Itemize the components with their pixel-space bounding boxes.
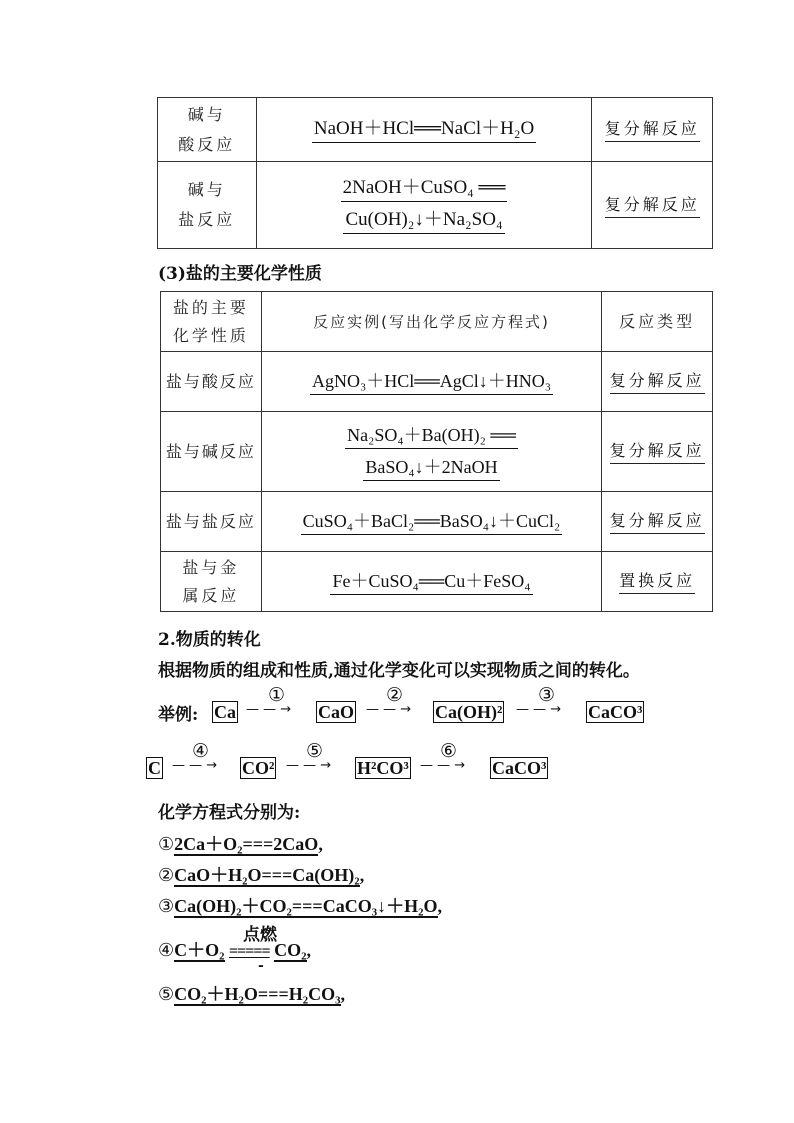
row-label [161,352,262,412]
section-heading: (3)盐的主要化学性质 [158,264,322,284]
reaction-type: 复分解反应 [610,439,705,464]
equation-cell [256,162,592,249]
equation-text: Ca(OH)₂＋CO₂===CaCO₃↓＋H₂O [174,896,438,916]
arrow-icon: — — → [286,758,332,773]
equation: CuSO₄＋BaCl₂══BaSO₄↓＋CuCl₂ [301,509,563,535]
chain-node: Ca(OH)² [435,702,503,722]
row-label-line: 酸反应 [178,134,236,154]
chain-node: CaCO³ [588,702,643,722]
equation-end: , [359,865,365,885]
table-row [161,552,713,612]
table-row [158,162,713,249]
equation-text: CaO＋H₂O===Ca(OH)₂ [174,865,360,885]
intro-text: 根据物质的组成和性质,通过化学变化可以实现物质之间的转化。 [158,661,640,681]
row-label [161,412,262,492]
step-number: ② [386,684,404,706]
equation-end: , [437,896,442,916]
equation-line [158,892,442,918]
table-row [158,98,713,162]
row-label-line: 盐与金 [182,557,240,577]
reaction-type: 复分解反应 [610,509,705,534]
equation-line-2: BaSO₄↓＋2NaOH [363,455,499,481]
header-line: 化学性质 [172,325,249,345]
equation-number: ④ [158,940,175,961]
chain-node: CaO [318,702,354,722]
chain-node: CO² [242,758,275,778]
header-cell [161,292,262,352]
step-number: ⑥ [440,740,458,762]
reaction-type: 复分解反应 [610,369,705,394]
equation-line [158,830,323,856]
equation-text: CO₂＋H₂O===H₂CO₃ [174,984,341,1004]
equation-end: , [340,984,345,1004]
row-label-text: 盐与碱反应 [165,441,256,461]
equation-right: CO₂ [274,940,307,960]
equation-line [158,936,311,962]
equation-line-2: Cu(OH)₂↓＋Na₂SO₄ [343,208,504,234]
row-label-line: 盐反应 [178,210,236,229]
equation-text: 2Ca＋O₂===2CaO [174,834,319,854]
row-label-text: 盐与酸反应 [165,371,256,391]
arrow-icon: — — → [516,702,562,717]
header-line: 盐的主要 [172,297,249,317]
equation: AgNO₃＋HCl══AgCl↓＋HNO₃ [310,369,553,395]
equation-cell [256,98,592,162]
equation-end: , [306,940,312,960]
step-number: ① [268,684,286,706]
equation-line [158,861,364,887]
dash-mark: - [258,958,264,974]
equation-cell [261,492,601,552]
chain-node: CaCO³ [492,758,547,778]
arrow-icon: — — → [420,758,466,773]
reaction-type: 置换反应 [619,569,695,594]
header-cell [261,292,601,352]
equation: Fe＋CuSO₄══Cu＋FeSO₄ [330,569,532,595]
row-label-text: 盐与盐反应 [165,511,256,531]
step-number: ④ [192,740,210,762]
reaction-type: 复分解反应 [605,117,700,142]
row-label-line: 碱与 [187,104,226,124]
header-cell [602,292,713,352]
equation-line-1: 2NaOH＋CuSO₄ ══ [341,176,508,202]
reaction-type: 复分解反应 [605,193,700,218]
row-label [161,492,262,552]
table-row [161,412,713,492]
equation-cell [261,412,601,492]
equation-number: ① [158,834,175,855]
row-label [161,552,262,612]
equation-sign: ===== [229,943,270,960]
chain-node: Ca [214,702,236,722]
arrow-icon: — — → [366,702,412,717]
equation-cell [261,552,601,612]
equation-end: , [318,834,323,854]
row-label [158,98,257,162]
salt-properties-table [160,291,713,612]
type-cell [592,98,713,162]
example-prefix: 举例: [158,705,199,725]
equation-cell [261,352,601,412]
equation-line [158,980,345,1006]
type-cell [602,412,713,492]
arrow-icon: — — → [246,702,292,717]
table-row [161,352,713,412]
chain-node: C [148,758,161,778]
header-text: 反应实例(写出化学反应方程式) [313,312,550,331]
type-cell [592,162,713,249]
type-cell [602,352,713,412]
equation-number: ⑤ [158,984,175,1005]
table-row [161,492,713,552]
step-number: ③ [538,684,556,706]
type-cell [602,492,713,552]
header-text: 反应类型 [619,311,696,331]
equation-line-1: Na₂SO₄＋Ba(OH)₂ ══ [345,423,518,449]
reaction-condition: 点燃 [243,925,277,945]
base-reactions-table [157,97,713,249]
equation-number: ② [158,865,175,886]
step-number: ⑤ [306,740,324,762]
chain-node: H²CO³ [357,758,409,778]
equations-heading: 化学方程式分别为: [158,803,301,823]
row-label-line: 碱与 [187,180,226,199]
equation-number: ③ [158,896,175,917]
table-header-row [161,292,713,352]
section-heading: 2.物质的转化 [158,630,261,650]
equation: NaOH＋HCl══NaCl＋H₂O [312,117,536,143]
equation-left: C＋O₂ [174,940,225,960]
arrow-icon: — — → [172,758,218,773]
type-cell [602,552,713,612]
row-label-line: 属反应 [182,585,240,605]
row-label [158,162,257,249]
